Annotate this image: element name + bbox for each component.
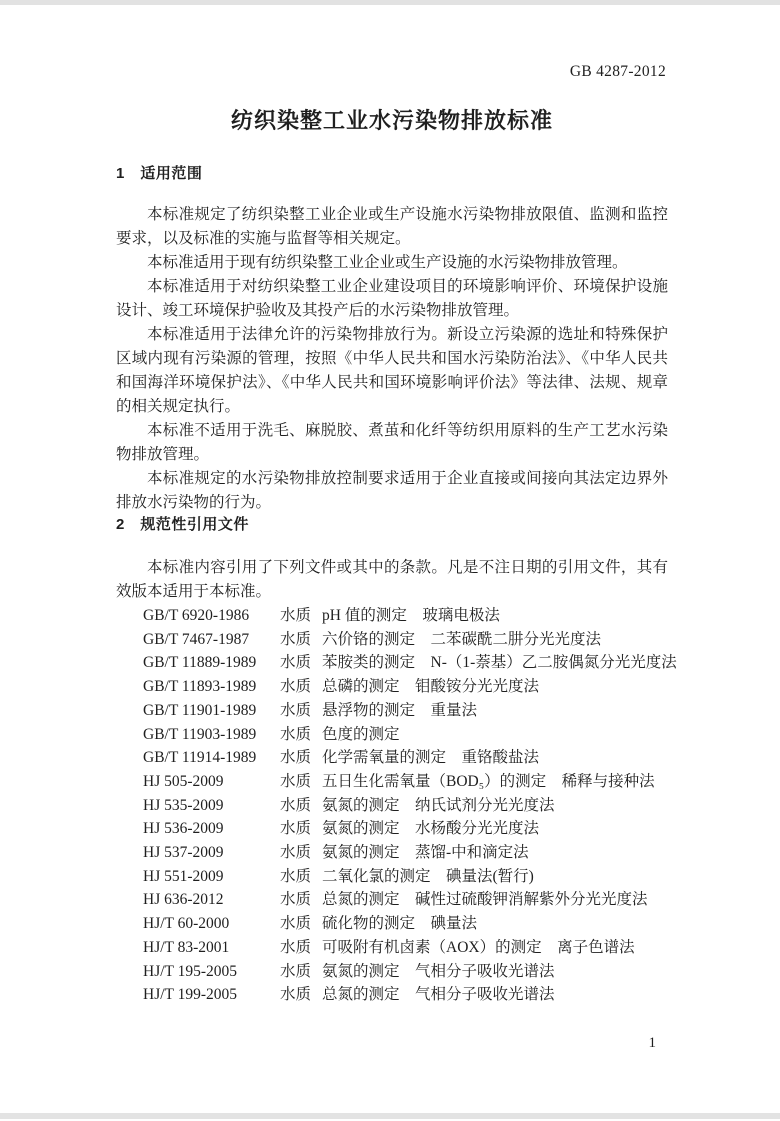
reference-media: 水质 — [280, 867, 312, 885]
reference-row — [143, 912, 668, 936]
reference-row — [143, 936, 668, 960]
reference-row — [143, 817, 668, 841]
reference-title: 总氮的测定 碱性过硫酸钾消解紫外分光光度法 — [322, 891, 648, 909]
paragraph: 本标准适用于法律允许的污染物排放行为。新设立污染源的选址和特殊保护区域内现有污染源的管理，按照《中华人民共和国水污染防治法》、《中华人民共和国海洋环境保护法》、《中华人民共和国环境影响评价法》等法律、法规、规章的相关规定执行。 — [116, 326, 668, 415]
section-2-intro — [116, 556, 668, 604]
reference-title: pH 值的测定 玻璃电极法 — [322, 607, 500, 624]
reference-code: HJ 551-2009 — [143, 867, 224, 885]
standard-number: GB 4287-2012 — [569, 63, 666, 80]
reference-code: HJ/T 83-2001 — [143, 938, 230, 956]
reference-media: 水质 — [280, 962, 312, 980]
page-number: 1 — [648, 1035, 656, 1051]
reference-row — [143, 841, 668, 865]
reference-media: 水质 — [280, 607, 312, 624]
reference-title: 五日生化需氧量（BOD₅）的测定 稀释与接种法 — [322, 772, 655, 790]
reference-title: 六价铬的测定 二苯碳酰二肼分光光度法 — [322, 630, 602, 648]
reference-code: HJ 536-2009 — [143, 820, 224, 838]
reference-media: 水质 — [280, 654, 312, 672]
reference-title: 色度的测定 — [322, 725, 400, 743]
page-content — [116, 0, 677, 1121]
reference-title: 氨氮的测定 纳氏试剂分光光度法 — [322, 796, 555, 814]
reference-media: 水质 — [280, 844, 312, 862]
reference-title: 苯胺类的测定 N-（1-萘基）乙二胺偶氮分光光度法 — [322, 654, 677, 672]
reference-media: 水质 — [280, 986, 312, 1004]
reference-code: HJ/T 199-2005 — [143, 986, 238, 1004]
reference-row — [143, 723, 668, 747]
reference-row — [143, 651, 677, 675]
reference-title: 硫化物的测定 碘量法 — [322, 915, 478, 933]
reference-media: 水质 — [280, 891, 312, 909]
reference-title: 悬浮物的测定 重量法 — [322, 701, 478, 719]
reference-row — [143, 675, 668, 699]
reference-media: 水质 — [280, 701, 312, 719]
reference-code: GB/T 11914-1989 — [143, 749, 257, 767]
reference-title: 氨氮的测定 水杨酸分光光度法 — [322, 820, 540, 838]
reference-title: 总磷的测定 钼酸铵分光光度法 — [322, 678, 540, 696]
section-1-heading: 1 适用范围 — [116, 165, 203, 182]
reference-code: HJ 505-2009 — [143, 772, 224, 790]
reference-row — [143, 983, 668, 1007]
reference-title: 总氮的测定 气相分子吸收光谱法 — [322, 986, 555, 1004]
reference-code: HJ 537-2009 — [143, 844, 224, 862]
reference-code: HJ/T 60-2000 — [143, 915, 230, 933]
reference-media: 水质 — [280, 725, 312, 743]
reference-media: 水质 — [280, 938, 312, 956]
reference-code: HJ 535-2009 — [143, 796, 224, 814]
reference-title: 氨氮的测定 气相分子吸收光谱法 — [322, 962, 555, 980]
paragraph: 本标准适用于现有纺织染整工业企业或生产设施的水污染物排放管理。 — [147, 254, 628, 271]
section-1-paragraphs — [116, 203, 668, 515]
reference-code: GB/T 11893-1989 — [143, 678, 257, 696]
reference-row — [143, 888, 668, 912]
reference-code: GB/T 7467-1987 — [143, 630, 250, 648]
normative-references-list — [143, 604, 677, 1007]
paragraph: 本标准规定的水污染物排放控制要求适用于企业直接或间接向其法定边界外排放水污染物的行为。 — [116, 470, 668, 511]
reference-media: 水质 — [280, 820, 312, 838]
reference-code: HJ 636-2012 — [143, 891, 224, 909]
paragraph: 本标准内容引用了下列文件或其中的条款。凡是不注日期的引用文件，其有效版本适用于本标准。 — [116, 559, 668, 600]
reference-title: 氨氮的测定 蒸馏-中和滴定法 — [322, 844, 529, 862]
reference-media: 水质 — [280, 749, 312, 767]
reference-row — [143, 604, 668, 628]
reference-row — [143, 865, 668, 889]
paragraph: 本标准不适用于洗毛、麻脱胶、煮茧和化纤等纺织用原料的生产工艺水污染物排放管理。 — [116, 422, 668, 463]
reference-media: 水质 — [280, 630, 312, 648]
reference-row — [143, 699, 668, 723]
paragraph: 本标准规定了纺织染整工业企业或生产设施水污染物排放限值、监测和监控要求，以及标准的实施与监督等相关规定。 — [116, 206, 668, 247]
page-title: 纺织染整工业水污染物排放标准 — [230, 108, 553, 133]
reference-media: 水质 — [280, 915, 312, 933]
reference-title: 化学需氧量的测定 重铬酸盐法 — [322, 749, 540, 767]
reference-code: GB/T 11889-1989 — [143, 654, 257, 672]
reference-row — [143, 794, 668, 818]
reference-media: 水质 — [280, 796, 312, 814]
reference-media: 水质 — [280, 772, 312, 790]
reference-code: HJ/T 195-2005 — [143, 962, 238, 980]
reference-row — [143, 746, 668, 770]
reference-code: GB/T 6920-1986 — [143, 607, 250, 624]
reference-row — [143, 770, 668, 794]
reference-code: GB/T 11903-1989 — [143, 725, 257, 743]
section-2-heading: 2 规范性引用文件 — [116, 516, 249, 533]
reference-media: 水质 — [280, 678, 312, 696]
paragraph: 本标准适用于对纺织染整工业企业建设项目的环境影响评价、环境保护设施设计、竣工环境保护验收及其投产后的水污染物排放管理。 — [116, 278, 668, 319]
reference-title: 二氧化氯的测定 碘量法(暂行) — [322, 867, 534, 885]
reference-code: GB/T 11901-1989 — [143, 701, 257, 719]
reference-row — [143, 628, 668, 652]
reference-row — [143, 960, 668, 984]
reference-title: 可吸附有机卤素（AOX）的测定 离子色谱法 — [322, 938, 635, 956]
